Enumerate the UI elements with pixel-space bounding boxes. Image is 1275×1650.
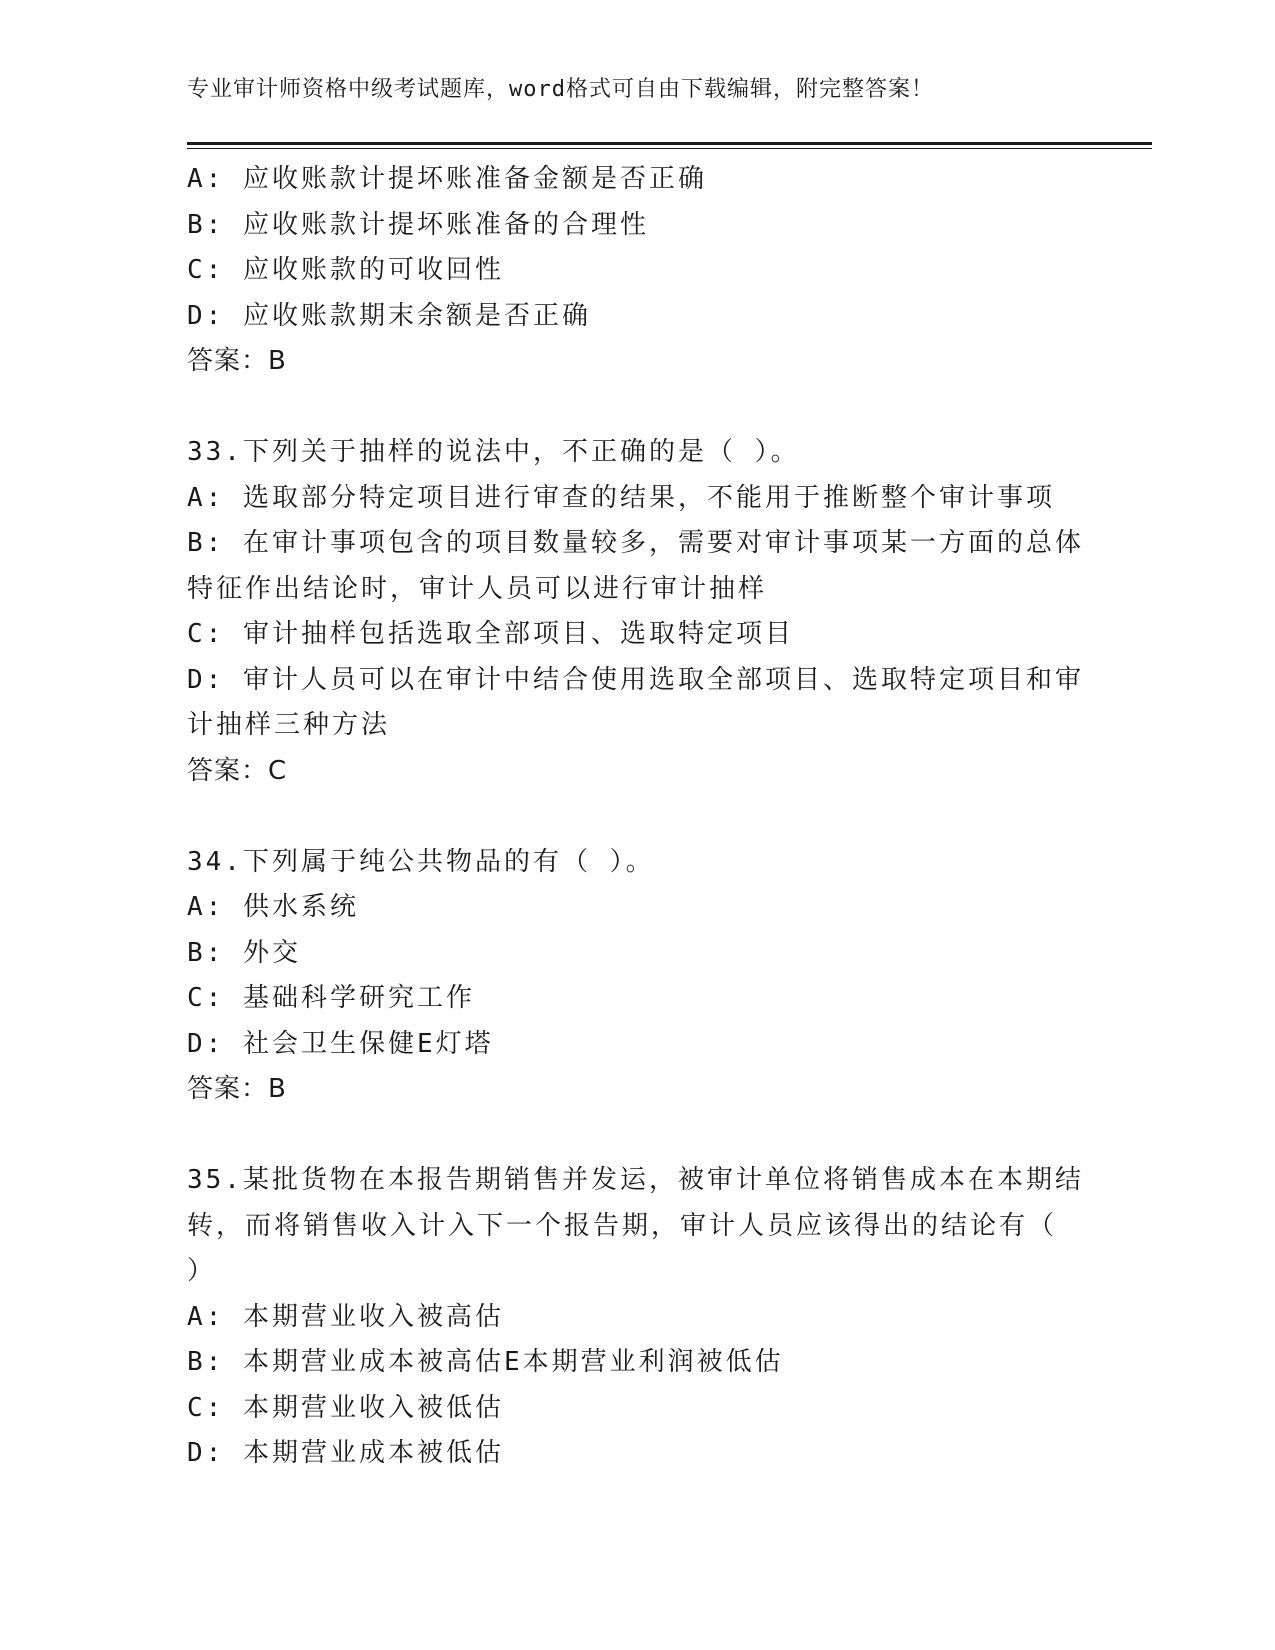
option-c: C: 应收账款的可收回性	[187, 255, 504, 285]
option-b: B: 本期营业成本被高估E本期营业利润被低估	[187, 1347, 784, 1377]
question-stem: 33.下列关于抽样的说法中，不正确的是（ ）。	[187, 437, 800, 467]
option-a: A: 应收账款计提坏账准备金额是否正确	[187, 164, 707, 194]
option-a: A: 本期营业收入被高估	[187, 1301, 504, 1332]
question-block	[187, 430, 1087, 794]
option-b: B: 在审计事项包含的项目数量较多，需要对审计事项某一方面的总体	[187, 528, 1084, 558]
option-a: A: 供水系统	[187, 892, 359, 922]
header-rule-thick	[187, 142, 1152, 145]
header-rule-thin	[187, 148, 1152, 149]
question-stem: 34.下列属于纯公共物品的有（ ）。	[187, 846, 655, 877]
question-stem-continued: ）	[187, 1256, 217, 1286]
option-c: C: 审计抽样包括选取全部项目、选取特定项目	[187, 619, 794, 649]
page-header: 专业审计师资格中级考试题库，word格式可自由下载编辑，附完整答案！	[187, 77, 934, 102]
question-block	[187, 1158, 1087, 1477]
option-d: D: 审计人员可以在审计中结合使用选取全部项目、选取特定项目和审	[187, 664, 1084, 695]
answer: 答案：B	[187, 1074, 287, 1104]
block-gap	[187, 1113, 1087, 1159]
option-d: D: 本期营业成本被低估	[187, 1438, 504, 1468]
option-c: C: 本期营业收入被低估	[187, 1392, 504, 1423]
question-block	[187, 157, 1087, 385]
option-b: B: 外交	[187, 937, 301, 968]
question-stem-continued: 转，而将销售收入计入下一个报告期，审计人员应该得出的结论有（	[187, 1210, 1058, 1241]
option-b: B: 应收账款计提坏账准备的合理性	[187, 209, 649, 240]
answer: 答案：B	[187, 346, 287, 376]
option-d: D: 社会卫生保健E灯塔	[187, 1028, 494, 1059]
block-gap	[187, 794, 1087, 840]
question-stem: 35.某批货物在本报告期销售并发运，被审计单位将销售成本在本期结	[187, 1165, 1084, 1195]
option-c: C: 基础科学研究工作	[187, 983, 475, 1013]
block-gap	[187, 385, 1087, 431]
option-b-continued: 特征作出结论时，审计人员可以进行审计抽样	[187, 573, 768, 604]
answer: 答案：C	[187, 755, 288, 786]
option-d: D: 应收账款期末余额是否正确	[187, 300, 591, 331]
option-d-continued: 计抽样三种方法	[187, 710, 391, 740]
document-body	[187, 157, 1087, 1477]
question-block	[187, 840, 1087, 1113]
option-a: A: 选取部分特定项目进行审查的结果，不能用于推断整个审计事项	[187, 482, 1055, 513]
